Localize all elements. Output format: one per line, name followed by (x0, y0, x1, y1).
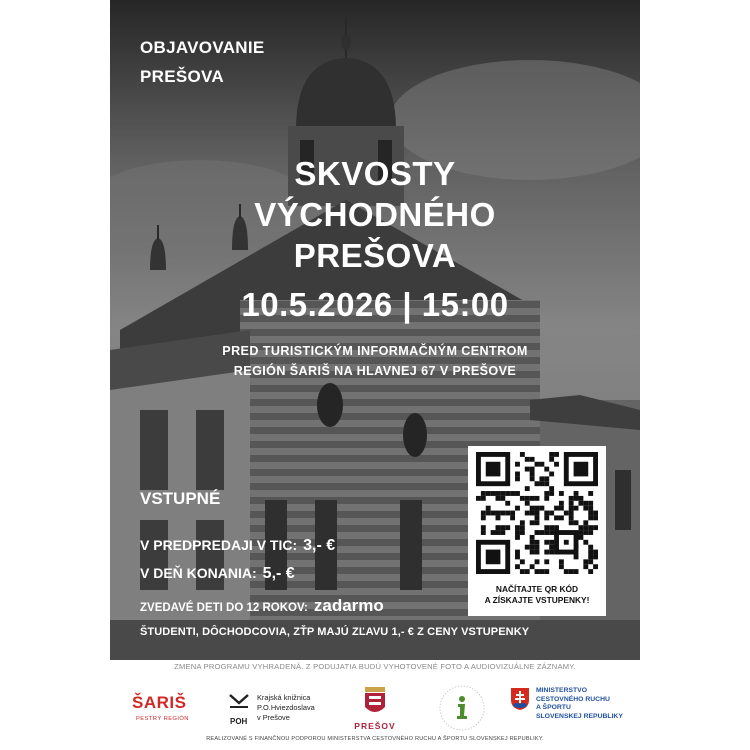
kids-price (140, 596, 384, 616)
saris-logo-name: ŠARIŠ (132, 693, 187, 712)
saris-logo-tagline: PESTRÝ REGIÓN (136, 716, 189, 722)
entry-title: VSTUPNÉ (140, 489, 221, 508)
ministry-line-1: MINISTERSTVO (536, 687, 587, 694)
qr-code-icon[interactable] (476, 452, 598, 574)
funding-footer: REALIZOVANÉ S FINANČNOU PODPOROU MINISTERSTVA CESTOVNÉHO RUCHU A ŠPORTU SLOVENSKEJ REPUBLIKY. (206, 736, 544, 742)
program-change-notice: ZMENA PROGRAMU VYHRADENÁ. Z PODUJATIA BUDÚ VYHOTOVENÉ FOTO A AUDIOVIZUÁLNE ZÁZNAMY. (174, 662, 576, 671)
ministry-line-3: A ŠPORTU (536, 704, 571, 711)
place-line-2: REGIÓN ŠARIŠ NA HLAVNEJ 67 V PREŠOVE (233, 364, 517, 378)
title-line-1: SKVOSTY (294, 155, 456, 192)
day-label: V DEŇ KONANIA: (140, 565, 257, 581)
day-price (140, 565, 295, 583)
ministry-line-4: SLOVENSKEJ REPUBLIKY (536, 712, 623, 720)
presale-price (140, 537, 335, 555)
event-place (110, 341, 640, 381)
qr-caption-line-1: NAČÍTAJTE QR KÓD (495, 584, 579, 594)
info-icon (437, 683, 487, 733)
library-abbr: POH (230, 717, 248, 726)
ministry-logo (510, 687, 640, 720)
partner-logos (110, 683, 640, 733)
info-center-logo (437, 683, 487, 738)
event-poster (110, 0, 640, 750)
kids-value: zadarmo (313, 596, 384, 615)
place-line-1: PRED TURISTICKÝM INFORMAČNÝM CENTROM (222, 344, 528, 358)
library-book-icon (228, 691, 250, 713)
title-line-2: VÝCHODNÉHO (254, 196, 496, 233)
qr-code-box[interactable] (468, 446, 606, 616)
series-label-line-2: PREŠOVA (140, 67, 224, 86)
event-title (110, 153, 640, 276)
presale-label: V PREDPREDAJI V TIC: (140, 537, 298, 553)
qr-caption-line-2: A ZÍSKAJTE VSTUPENKY! (484, 595, 590, 605)
kids-label: ZVEDAVÉ DETI DO 12 ROKOV: (140, 602, 308, 614)
presale-value: 3,- € (303, 537, 336, 554)
presov-logo (350, 685, 400, 731)
library-line-1: Krajská knižnica (257, 693, 311, 702)
ministry-line-2: CESTOVNÉHO RUCHU (536, 695, 610, 703)
library-name (257, 693, 315, 723)
title-line-3: PREŠOVA (293, 237, 457, 274)
library-logo (228, 691, 333, 726)
slovak-coat-of-arms-icon (510, 687, 530, 711)
discount-note: ŠTUDENTI, DÔCHODCOVIA, ZŤP MAJÚ ZĽAVU 1,- € Z CENY VSTUPENKY (140, 626, 530, 638)
series-label (140, 33, 265, 91)
event-date-time: 10.5.2026 | 15:00 (241, 286, 509, 323)
day-value: 5,- € (262, 565, 295, 582)
presov-name: PREŠOV (354, 721, 396, 731)
library-line-2: P.O.Hviezdoslava (257, 703, 315, 712)
ministry-name (536, 687, 623, 721)
presov-coat-of-arms-icon (350, 685, 400, 719)
qr-caption (468, 584, 606, 606)
library-line-3: v Prešove (257, 713, 290, 722)
series-label-line-1: OBJAVOVANIE (140, 38, 265, 57)
